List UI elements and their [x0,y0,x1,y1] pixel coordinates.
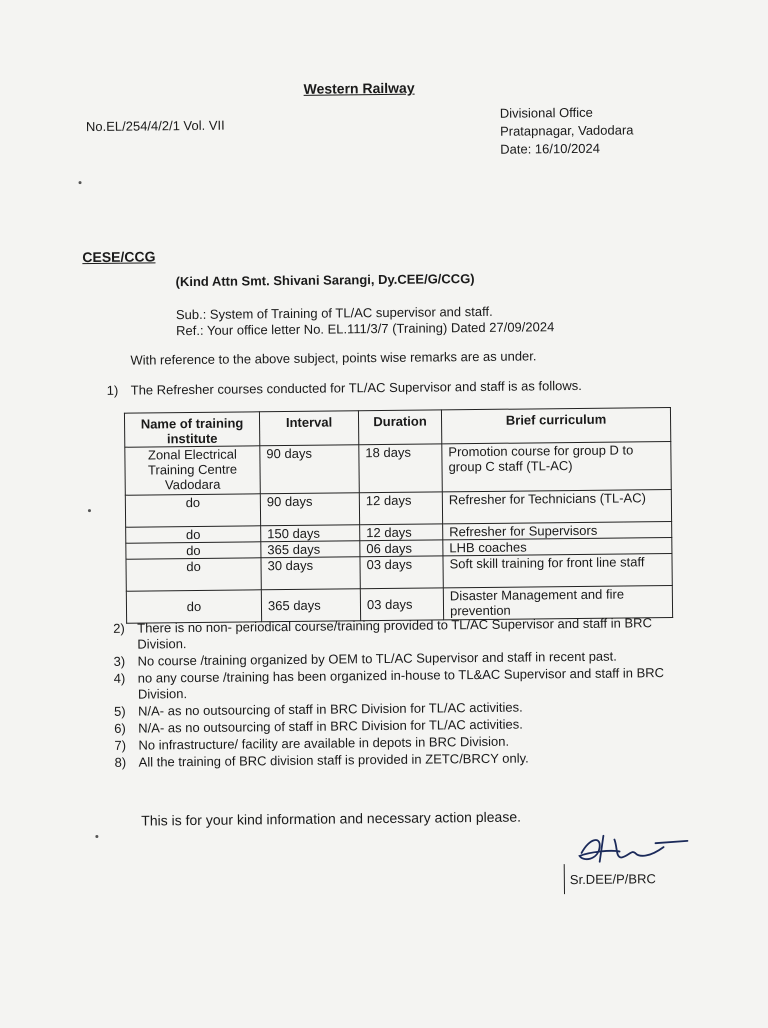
scan-speck [95,835,98,838]
point-number: 2) [113,620,125,636]
addressee: CESE/CCG [82,248,156,266]
table-cell: Refresher for Technicians (TL-AC) [442,489,671,523]
point-number: 5) [113,703,126,719]
table-cell: 365 days [261,541,360,558]
table-cell: 03 days [360,556,443,589]
list-item [113,615,673,653]
column-header: Brief curriculum [441,407,670,443]
table-cell: do [126,526,261,543]
column-header: Duration [358,410,441,445]
point-text: N/A- as no outsourcing of staff in BRC Division for TL/AC activities. [138,716,523,736]
scan-speck [79,181,82,184]
table-cell: 12 days [359,492,442,525]
attention-line: (Kind Attn Smt. Shivani Sarangi, Dy.CEE/G/CCG) [175,271,475,290]
table-cell: Soft skill training for front line staff [443,553,672,587]
office-address-block [500,103,634,158]
reference-line: Ref.: Your office letter No. EL.111/3/7 (Training) Dated 27/09/2024 [176,319,555,339]
table-cell: LHB coaches [443,537,672,555]
signature-mark [559,827,690,898]
point-text: All the training of BRC division staff is provided in ZETC/BRCY only. [138,750,529,770]
table-cell: 90 days [260,445,359,494]
points-list [113,615,675,772]
table-cell: Refresher for Supervisors [443,521,672,539]
letter-date: Date: 16/10/2024 [500,140,601,157]
point-number: 8) [114,754,127,770]
subject-block [176,303,555,339]
office-line: Divisional Office [499,104,593,121]
column-header: Name of training institute [124,412,259,447]
reference-number: No.EL/254/4/2/1 Vol. VII [85,117,225,135]
organization-title: Western Railway [303,79,415,97]
table-cell: do [126,542,261,559]
table-cell: 90 days [260,493,359,526]
table-cell: Disaster Management and fire prevention [443,585,672,619]
table-cell: 150 days [261,525,360,542]
table-cell: 30 days [261,557,360,590]
point-number: 4) [113,670,126,686]
table-cell: 365 days [261,589,360,622]
table-cell: Zonal Electrical Training Centre Vadodara [125,446,260,495]
signatory-designation: Sr.DEE/P/BRC [569,871,656,888]
table-cell: do [125,494,260,527]
table-cell: 18 days [359,444,442,493]
closing-line: This is for your kind information and necessary action please. [141,808,522,829]
subject-line: Sub.: System of Training of TL/AC supervisor and staff. [175,303,493,323]
point-text: No infrastructure/ facility are available in depots in BRC Division. [138,733,510,753]
training-table [124,407,673,624]
point-number: 3) [113,653,126,669]
intro-paragraph: With reference to the above subject, points wise remarks are as under. [130,348,537,368]
point-number: 6) [114,720,126,736]
point-text: N/A- as no outsourcing of staff in BRC Division for TL/AC activities. [137,699,523,719]
point-text: no any course /training has been organized in-house to TL&AC Supervisor and staff in BRC Division. [137,665,665,702]
point-number: 1) [106,382,119,398]
point-text: The Refresher courses conducted for TL/AC Supervisor and staff is as follows. [130,377,582,398]
table-cell: do [126,558,261,591]
office-line: Pratapnagar, Vadodara [499,122,634,139]
table-cell: 12 days [360,524,443,541]
table-cell: Promotion course for group D to group C staff (TL-AC) [442,441,671,491]
point-text: There is no non- periodical course/training provided to TL/AC Supervisor and staff in BRC Division. [137,615,652,652]
point-1 [107,378,582,398]
table-cell: 06 days [360,540,443,557]
point-text: No course /training organized by OEM to TL/AC Supervisor and staff in recent past. [137,648,617,669]
point-number: 7) [114,737,127,753]
column-header: Interval [259,411,358,446]
scan-speck [88,509,91,512]
table-cell: do [126,590,261,623]
table-row [125,441,671,495]
table-header-row [124,407,670,447]
list-item [114,665,674,703]
table-cell: 03 days [360,588,443,621]
